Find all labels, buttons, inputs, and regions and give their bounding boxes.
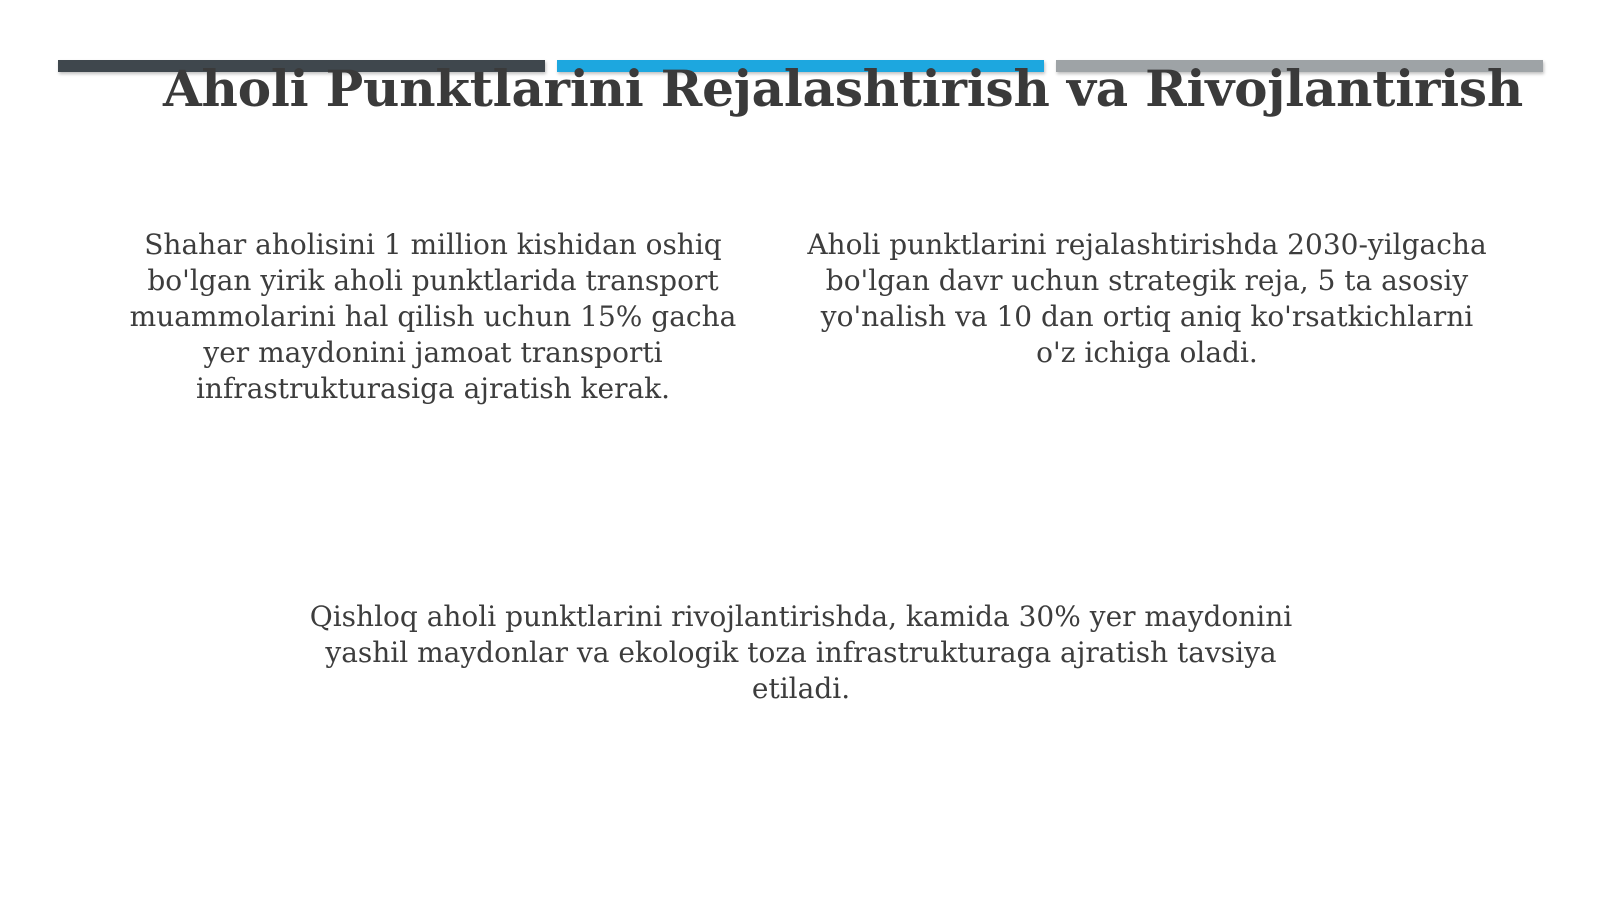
text-block-green-areas: Qishloq aholi punktlarini rivojlantirishda, kamida 30% yer maydonini yashil maydonlar va ekologik toza infrastrukturaga ajratish tavsiya etiladi. bbox=[309, 600, 1293, 705]
slide-title: Aholi Punktlarini Rejalashtirish va Rivojlantirish bbox=[162, 59, 1524, 118]
text-block-transport: Shahar aholisini 1 million kishidan oshiq bo'lgan yirik aholi punktlarida transport muammolarini hal qilish uchun 15% gacha yer maydonini jamoat transporti infrastrukturasiga ajratish kerak. bbox=[129, 228, 737, 405]
text-block-strategic-plan: Aholi punktlarini rejalashtirishda 2030-yilgacha bo'lgan davr uchun strategik reja, 5 ta asosiy yo'nalish va 10 dan ortiq aniq ko'rsatkichlarni o'z ichiga oladi. bbox=[807, 228, 1487, 369]
